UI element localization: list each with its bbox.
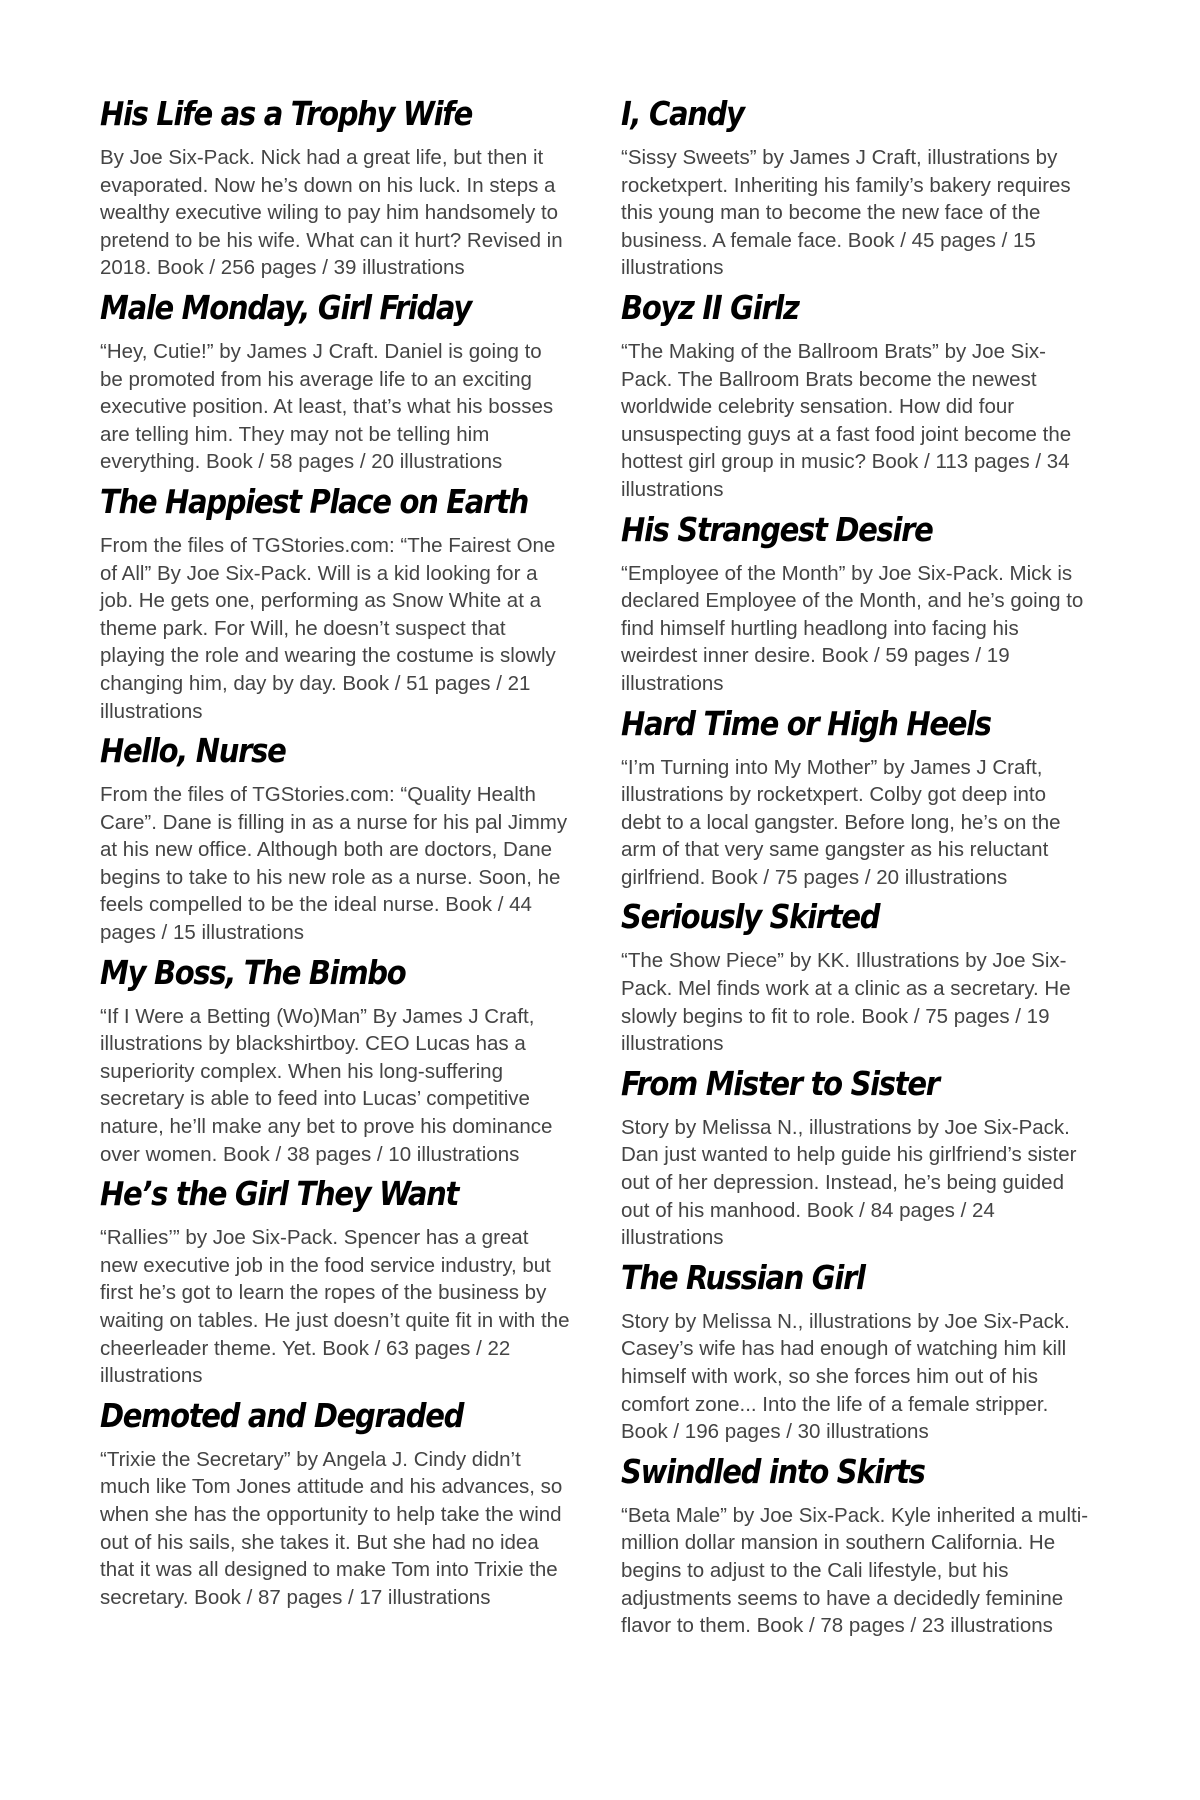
catalog-entry <box>100 1172 570 1390</box>
entry-title: Boyz II Girlz <box>621 287 799 327</box>
catalog-entry <box>621 1062 1091 1252</box>
entry-title: My Boss, The Bimbo <box>100 952 406 992</box>
catalog-entry <box>621 702 1091 892</box>
catalog-entry <box>100 1394 570 1612</box>
entry-title: From Mister to Sister <box>621 1063 939 1103</box>
catalog-entry <box>100 92 570 282</box>
entry-title: His Strangest Desire <box>621 509 933 549</box>
catalog-entry <box>100 480 570 725</box>
entry-title: The Russian Girl <box>621 1257 865 1297</box>
entry-title: Seriously Skirted <box>621 897 880 937</box>
catalog-entry <box>621 286 1091 504</box>
catalog-entry <box>621 92 1091 282</box>
catalog-entry <box>100 286 570 476</box>
catalog-entry <box>621 1256 1091 1446</box>
entry-description: “Rallies’” by Joe Six-Pack. Spencer has a great new executive job in the food service industry, but first he’s got to learn the ropes of the business by waiting on tables. He just doesn’t quite fit in with the cheerleader theme. Yet. Book / 63 pages / 22 illustrations <box>100 1226 570 1388</box>
entry-title: Demoted and Degraded <box>100 1395 464 1435</box>
catalog-entry <box>621 1450 1091 1640</box>
entry-description: Story by Melissa N., illustrations by Joe Six-Pack. Casey’s wife has had enough of watching him kill himself with work, so she forces him out of his comfort zone... Into the life of a female stripper. Book / 196 pages / 30 illustrations <box>621 1309 1070 1444</box>
entry-description: From the files of TGStories.com: “Quality Health Care”. Dane is filling in as a nurse for his pal Jimmy at his new office. Although both are doctors, Dane begins to take to his new role as a nurse. Soon, he feels compelled to be the ideal nurse. Book / 44 pages / 15 illustrations <box>100 783 568 945</box>
catalog-entry <box>100 729 570 947</box>
entry-description: “Sissy Sweets” by James J Craft, illustrations by rocketxpert. Inheriting his family’s bakery requires this young man to become the new face of the business. A female face. Book / 45 pages / 15 illustrations <box>621 146 1071 280</box>
entry-description: “Beta Male” by Joe Six-Pack. Kyle inherited a multi-million dollar mansion in southern California. He begins to adjust to the Cali lifestyle, but his adjustments seems to have a decidedly feminine flavor to them. Book / 78 pages / 23 illustrations <box>621 1503 1089 1638</box>
entry-description: “Hey, Cutie!” by James J Craft. Daniel is going to be promoted from his average life to an exciting executive position. At least, that’s what his bosses are telling him. They may not be telling him everything. Book / 58 pages / 20 illustrations <box>100 339 554 474</box>
entry-description: “Employee of the Month” by Joe Six-Pack. Mick is declared Employee of the Month, and he’s going to find himself hurtling headlong into facing his weirdest inner desire. Book / 59 pages / 19 illustrations <box>621 561 1084 695</box>
catalog-entry <box>621 895 1091 1057</box>
entry-title: The Happiest Place on Earth <box>100 481 528 521</box>
entry-description: From the files of TGStories.com: “The Fairest One of All” By Joe Six-Pack. Will is a kid looking for a job. He gets one, performing as Snow White at a theme park. For Will, he doesn’t suspect that playing the role and wearing the costume is slowly changing him, day by day. Book / 51 pages / 21 illustrations <box>100 533 556 723</box>
entry-title: Swindled into Skirts <box>621 1451 925 1491</box>
entry-description: By Joe Six-Pack. Nick had a great life, but then it evaporated. Now he’s down on his luck. In steps a wealthy executive wiling to pay him handsomely to pretend to be his wife. What can it hurt? Revised in 2018. Book / 256 pages / 39 illustrations <box>100 146 563 280</box>
catalog-entry <box>100 951 570 1169</box>
entry-description: “Trixie the Secretary” by Angela J. Cindy didn’t much like Tom Jones attitude and his advances, so when she has the opportunity to help take the wind out of his sails, she takes it. But she had no idea that it was all designed to make Tom into Trixie the secretary. Book / 87 pages / 17 illustrations <box>100 1447 563 1609</box>
entry-title: He’s the Girl They Want <box>100 1174 459 1214</box>
right-column <box>621 92 1091 1644</box>
entry-description: “If I Were a Betting (Wo)Man” By James J Craft, illustrations by blackshirtboy. CEO Lucas has a superiority complex. When his long-suffering secretary is able to feed into Lucas’ competitive nature, he’ll make any bet to prove his dominance over women. Book / 38 pages / 10 illustrations <box>100 1004 553 1166</box>
entry-description: Story by Melissa N., illustrations by Joe Six-Pack. Dan just wanted to help guide his girlfriend’s sister out of her depression. Instead, he’s being guided out of his manhood. Book / 84 pages / 24 illustrations <box>621 1115 1077 1250</box>
entry-title: Hard Time or High Heels <box>621 703 991 743</box>
entry-description: “I’m Turning into My Mother” by James J Craft, illustrations by rocketxpert. Colby got deep into debt to a local gangster. Before long, he’s on the arm of that very same gangster as his reluctant girlfriend. Book / 75 pages / 20 illustrations <box>621 755 1061 889</box>
entry-title: Male Monday, Girl Friday <box>100 287 471 327</box>
entry-description: “The Show Piece” by KK. Illustrations by Joe Six-Pack. Mel finds work at a clinic as a secretary. He slowly begins to fit to role. Book / 75 pages / 19 illustrations <box>621 949 1071 1056</box>
entry-title: I, Candy <box>621 94 744 133</box>
catalog-entry <box>621 508 1091 698</box>
entry-title: His Life as a Trophy Wife <box>100 94 472 133</box>
entry-description: “The Making of the Ballroom Brats” by Joe Six-Pack. The Ballroom Brats become the newest worldwide celebrity sensation. How did four unsuspecting guys at a fast food joint become the hottest girl group in music? Book / 113 pages / 34 illustrations <box>621 339 1072 501</box>
left-column <box>100 92 570 1615</box>
entry-title: Hello, Nurse <box>100 731 286 771</box>
